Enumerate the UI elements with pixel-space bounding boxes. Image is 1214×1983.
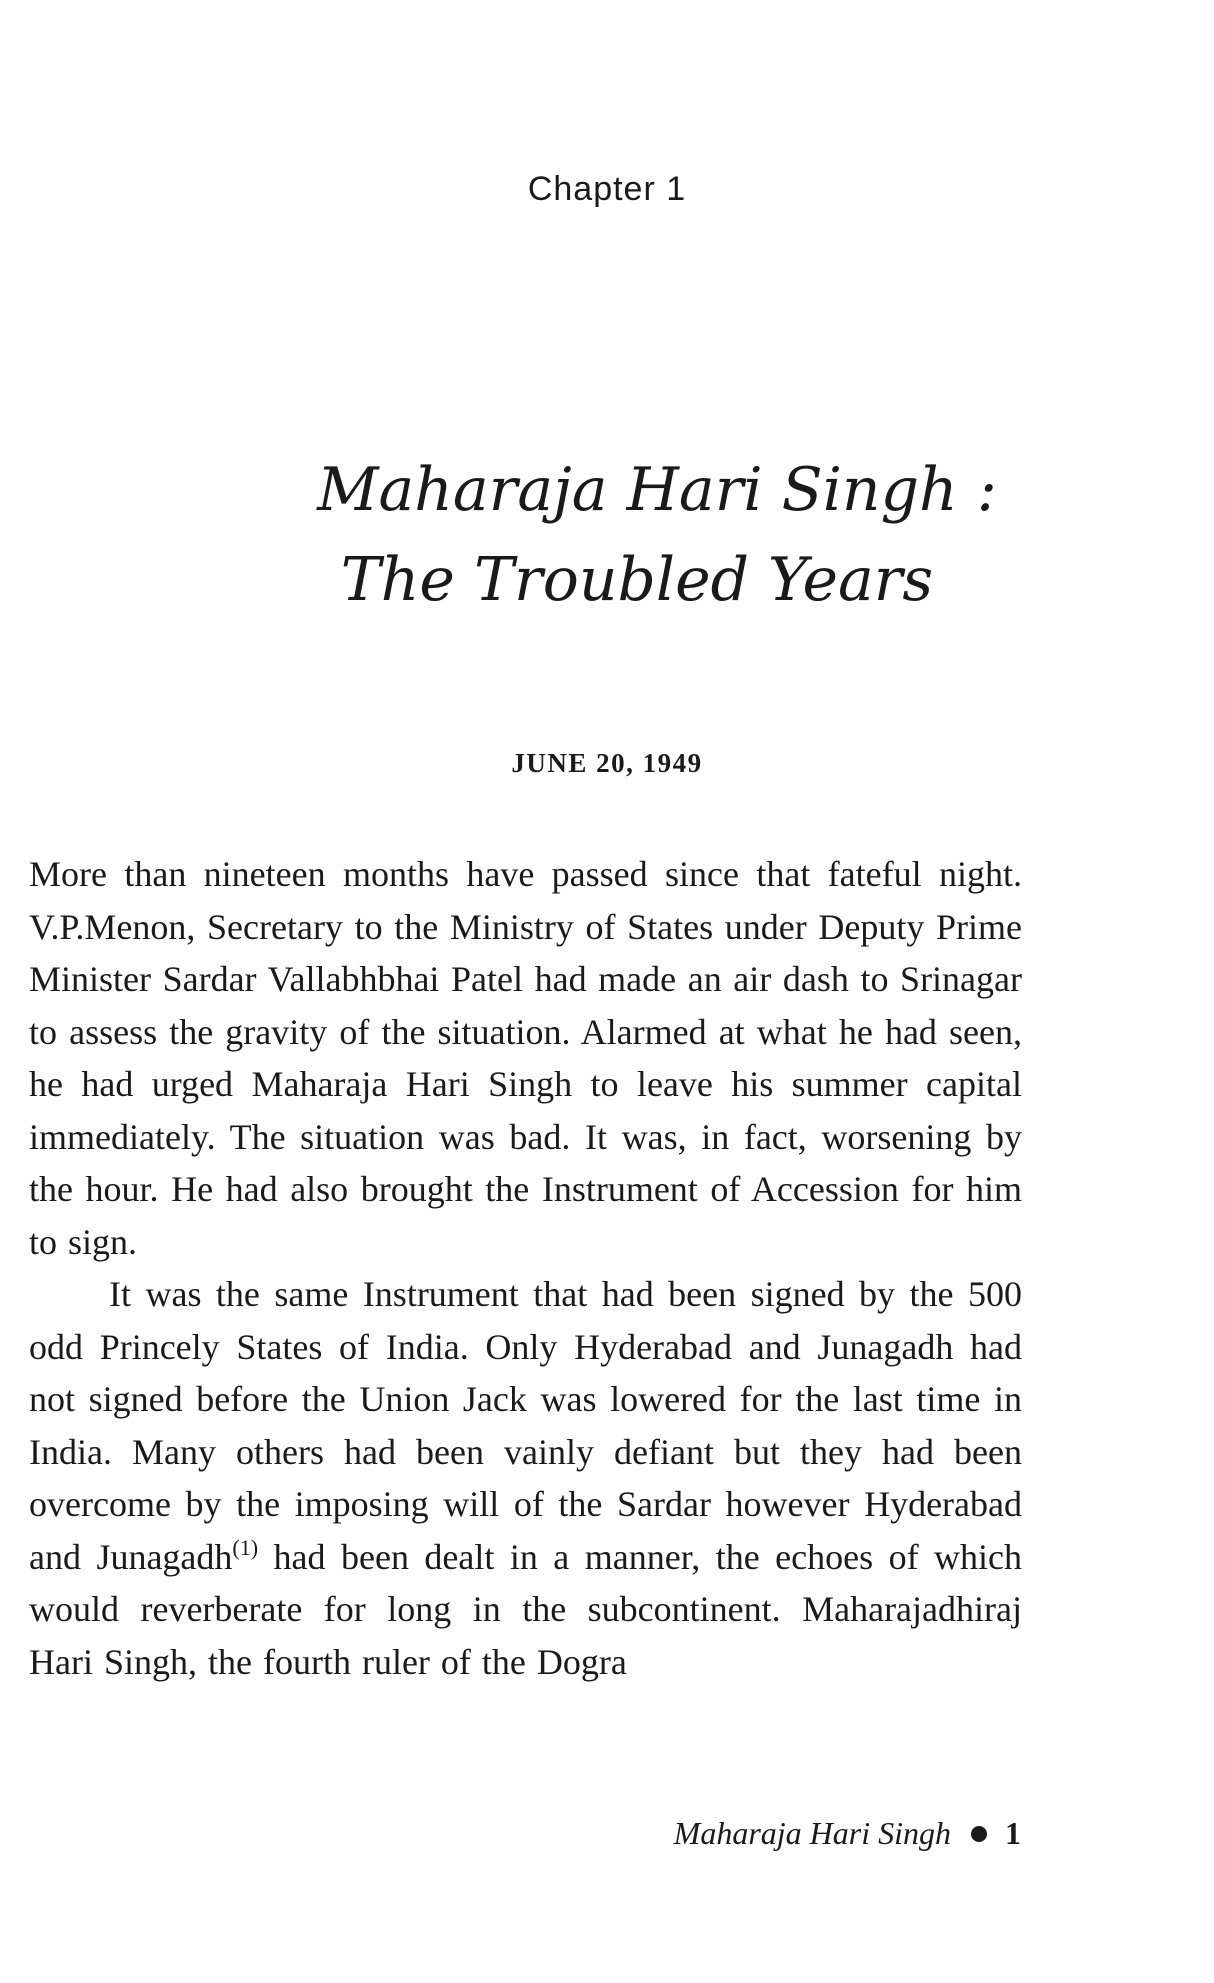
page-footer <box>674 1815 1021 1852</box>
chapter-title-line-1: Maharaja Hari Singh : <box>317 455 997 525</box>
paragraph-2-text-after: had been dealt in a manner, the echoes of which would reverberate for long in the subcontinent. Maharajadhiraj Hari Singh, the fourth ruler of the Dogra <box>29 1536 1022 1682</box>
running-title: Maharaja Hari Singh <box>673 1815 951 1851</box>
page-number: 1 <box>1005 1815 1021 1851</box>
paragraph-2-text-before: It was the same Instrument that had been signed by the 500 odd Princely States of India. Only Hyderabad and Junagadh had not signed before the Union Jack was lowered for the last time in India. Many others had been vainly defiant but they had been overcome by the imposing will of the Sardar however Hyderabad and Junagadh <box>29 1274 1022 1577</box>
paragraph-1: More than nineteen months have passed since that fateful night. V.P.Menon, Secretary to the Ministry of States under Deputy Prime Minister Sardar Vallabhbhai Patel had made an air dash to Srinagar to assess the gravity of the situation. Alarmed at what he had seen, he had urged Maharaja Hari Singh to leave his summer capital immediately. The situation was bad. It was, in fact, worsening by the hour. He had also brought the Instrument of Accession for him to sign. <box>29 854 1022 1262</box>
body-text <box>29 848 1022 1688</box>
bullet-icon <box>971 1826 987 1842</box>
footnote-marker[interactable]: (1) <box>232 1534 259 1560</box>
paragraph-2 <box>29 1268 1022 1688</box>
date-heading: JUNE 20, 1949 <box>511 748 703 778</box>
chapter-label: Chapter 1 <box>527 170 687 208</box>
chapter-title-line-2: The Troubled Years <box>340 545 934 615</box>
